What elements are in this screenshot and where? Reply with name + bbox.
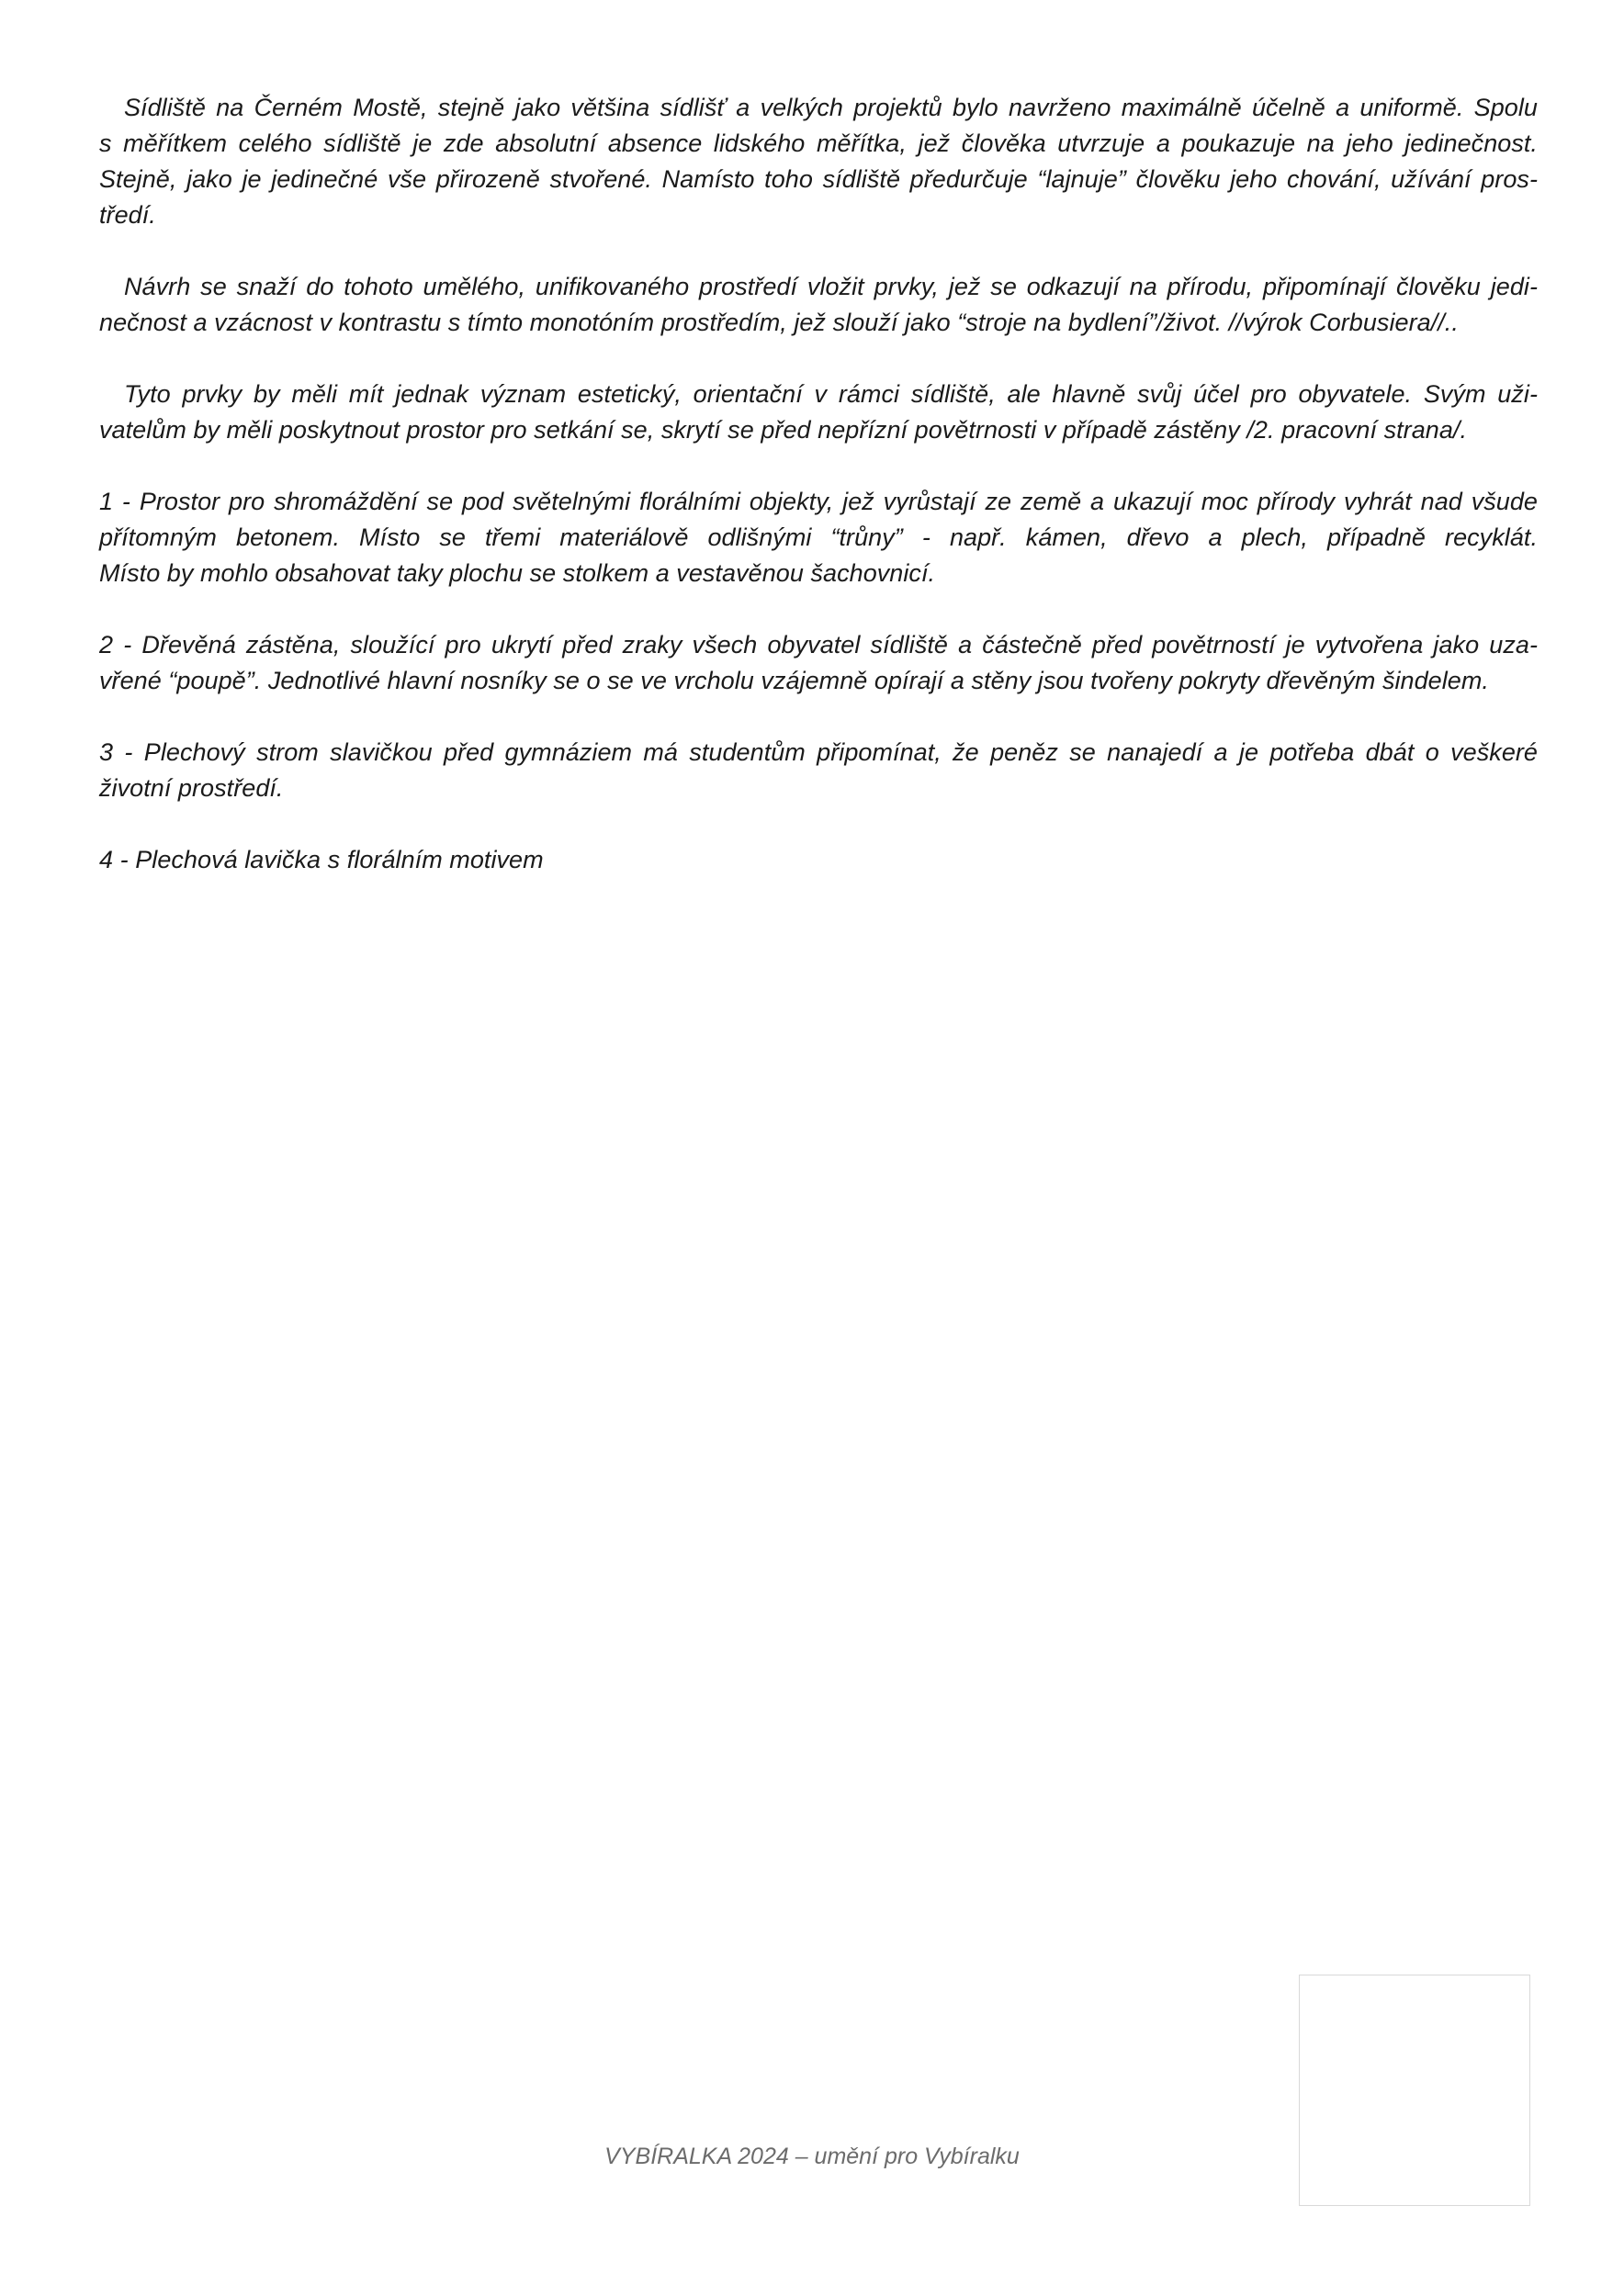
paragraph xyxy=(99,90,1538,233)
text-line: Sídliště na Černém Mostě, stejně jako většina sídlišť a velkých projektů bylo navrženo maximálně účelně a uniformě. Spolu xyxy=(124,94,1538,121)
text-line: životní prostředí. xyxy=(99,774,284,802)
text-line: Stejně, jako je jedinečné vše přirozeně stvořené. Namísto toho sídliště předurčuje “lajnuje” člověku jeho chování, užívání pros- xyxy=(99,165,1538,193)
text-line: přítomným betonem. Místo se třemi materiálově odlišnými “trůny” - např. kámen, dřevo a plech, případně recyklát. xyxy=(99,523,1538,551)
paragraph xyxy=(99,269,1538,341)
paragraph xyxy=(99,627,1538,699)
text-line: 2 - Dřevěná zástěna, sloužící pro ukrytí před zraky všech obyvatel sídliště a částečně před povětrností je vytvořena jako uza- xyxy=(99,631,1538,658)
paragraph xyxy=(99,484,1538,591)
text-line: s měřítkem celého sídliště je zde absolutní absence lidského měřítka, jež člověka utvrzuje a poukazuje na jeho jedinečnost. xyxy=(99,129,1538,157)
text-line: Místo by mohlo obsahovat taky plochu se stolkem a vestavěnou šachovnicí. xyxy=(99,559,936,587)
text-line: vatelům by měli poskytnout prostor pro setkání se, skrytí se před nepřízní povětrnosti v případě zástěny /2. pracovní strana/. xyxy=(99,416,1468,444)
text-line: 4 - Plechová lavička s florálním motivem xyxy=(99,846,544,873)
text-line: 1 - Prostor pro shromáždění se pod světelnými florálními objekty, jež vyrůstají ze země a ukazují moc přírody vyhrát nad všude xyxy=(99,488,1538,515)
paragraph xyxy=(99,842,1538,878)
text-line: tředí. xyxy=(99,201,156,229)
text-line: Tyto prvky by měli mít jednak význam estetický, orientační v rámci sídliště, ale hlavně svůj účel pro obyvatele. Svým uži- xyxy=(124,380,1538,408)
stamp-box xyxy=(1299,1975,1530,2206)
paragraph xyxy=(99,735,1538,806)
text-line: 3 - Plechový strom slavičkou před gymnáziem má studentům připomínat, že peněz se nanajedí a je potřeba dbát o veškeré xyxy=(99,738,1538,766)
page-footer: VYBÍRALKA 2024 – umění pro Vybíralku xyxy=(604,2144,1020,2169)
text-line: nečnost a vzácnost v kontrastu s tímto monotóním prostředím, jež slouží jako “stroje na bydlení”/život. //výrok Corbusiera//.. xyxy=(99,309,1459,336)
text-line: vřené “poupě”. Jednotlivé hlavní nosníky se o se ve vrcholu vzájemně opírají a stěny jsou tvořeny pokryty dřevěným šindelem. xyxy=(99,667,1489,694)
text-line: Návrh se snaží do tohoto umělého, unifikovaného prostředí vložit prvky, jež se odkazují na přírodu, připomínají člověku jedi- xyxy=(124,273,1538,300)
body-text xyxy=(99,90,1538,914)
paragraph xyxy=(99,377,1538,448)
